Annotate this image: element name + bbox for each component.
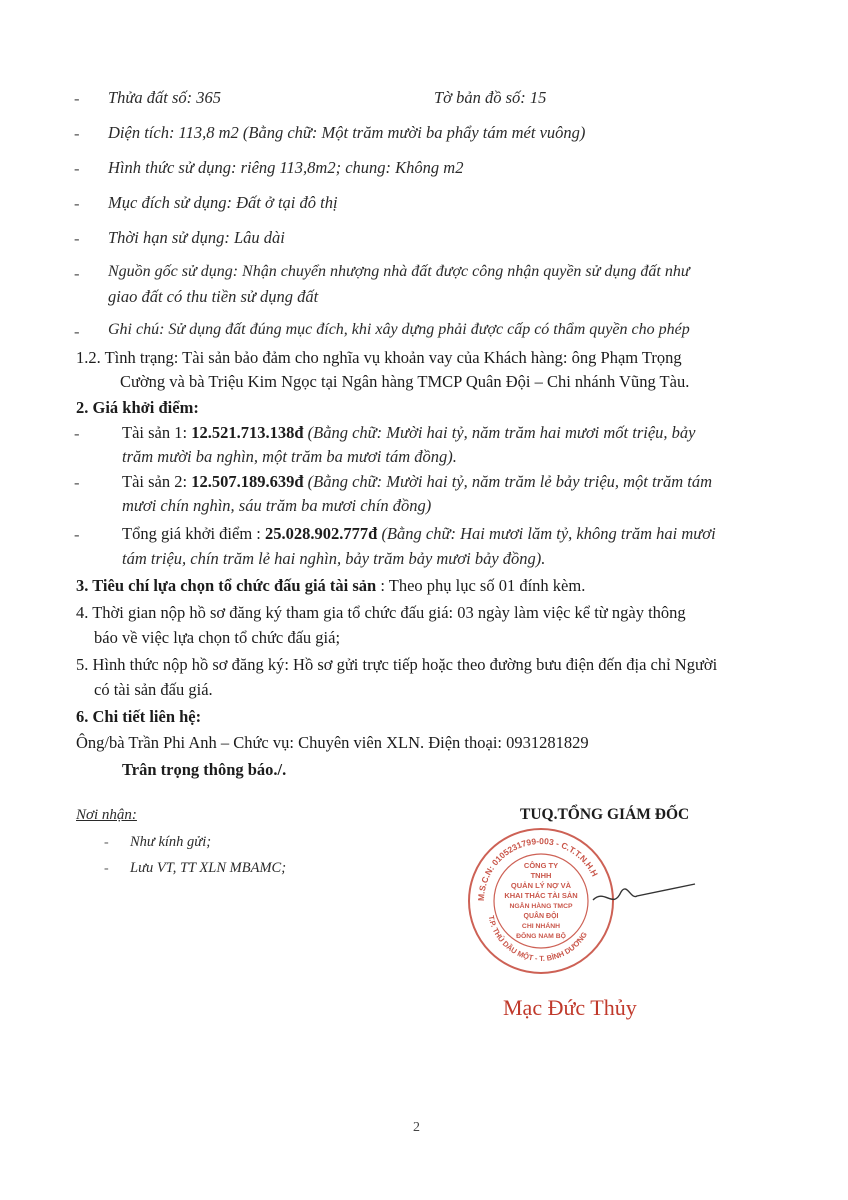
usage-form: Hình thức sử dụng: riêng 113,8m2; chung: Không m2 — [108, 158, 464, 177]
asset2-words: (Bằng chữ: Mười hai tỷ, năm trăm lẻ bảy triệu, một trăm tám — [303, 472, 713, 491]
contact-line: Ông/bà Trần Phi Anh – Chức vụ: Chuyên viên XLN. Điện thoại: 0931281829 — [76, 733, 589, 752]
closing-text: Trân trọng thông báo./. — [122, 760, 287, 779]
bullet-dash: - — [104, 835, 109, 850]
bullet-dash: - — [74, 264, 80, 283]
deadline-line1: 4. Thời gian nộp hồ sơ đăng ký tham gia tổ chức đấu giá: 03 ngày làm việc kể từ ngày thông — [76, 603, 686, 622]
asset2-label: Tài sản 2: — [122, 472, 192, 491]
submission-line1: 5. Hình thức nộp hồ sơ đăng ký: Hồ sơ gửi trực tiếp hoặc theo đường bưu điện đến địa chỉ Người — [76, 655, 718, 674]
stamp-center-line: CHI NHÁNH — [521, 923, 561, 930]
parcel-number: Thửa đất số: 365 — [108, 88, 222, 107]
criteria-value: : Theo phụ lục số 01 đính kèm. — [376, 576, 586, 595]
bullet-dash: - — [104, 861, 109, 876]
stamp-center-line: QUẢN LÝ NỢ VÀ — [510, 881, 572, 890]
bullet-dash: - — [74, 229, 80, 248]
usage-term: Thời hạn sử dụng: Lâu dài — [108, 228, 285, 247]
stamp-center-line: TNHH — [530, 871, 552, 880]
asset1-words-line2: trăm mười ba nghìn, một trăm ba mươi tám đồng). — [122, 447, 457, 466]
usage-purpose: Mục đích sử dụng: Đất ở tại đô thị — [108, 193, 338, 212]
stamp-center-line: CÔNG TY — [523, 861, 559, 870]
recipient-item: Như kính gửi; — [130, 834, 212, 850]
contact-heading: 6. Chi tiết liên hệ: — [76, 707, 202, 726]
bullet-dash: - — [74, 473, 80, 492]
deadline-line2: báo về việc lựa chọn tổ chức đấu giá; — [94, 628, 341, 647]
stamp-center-line: NGÂN HÀNG TMCP — [509, 903, 573, 910]
stamp-ring-text: M.S.C.N: 0105231799-003 - C.T.T.N.H.H — [475, 835, 600, 902]
usage-origin-line2: giao đất có thu tiền sử dụng đất — [108, 287, 319, 306]
criteria-line — [76, 576, 585, 596]
asset1-value: 12.521.713.138đ — [191, 423, 304, 442]
recipients-heading: Nơi nhận: — [76, 807, 137, 823]
asset2-value: 12.507.189.639đ — [191, 472, 304, 491]
asset2-line1 — [122, 472, 712, 492]
asset1-words: (Bằng chữ: Mười hai tỷ, năm trăm hai mươi mốt triệu, bảy — [303, 423, 696, 442]
page-number: 2 — [413, 1120, 420, 1135]
bullet-dash: - — [74, 124, 80, 143]
starting-price-heading: 2. Giá khởi điểm: — [76, 398, 199, 417]
stamp-center-line: KHAI THÁC TÀI SẢN — [504, 891, 578, 900]
stamp-center-line: QUÂN ĐỘI — [523, 913, 559, 920]
bullet-dash: - — [74, 89, 80, 108]
bullet-dash: - — [74, 194, 80, 213]
total-label: Tổng giá khởi điểm : — [122, 524, 265, 543]
bullet-dash: - — [74, 322, 80, 341]
stamp-ring-bottom: T.P. THỦ DẦU MỘT - T. BÌNH DƯƠNG — [486, 914, 589, 964]
status-line1: 1.2. Tình trạng: Tài sản bảo đảm cho nghĩa vụ khoản vay của Khách hàng: ông Phạm Trọng — [76, 348, 682, 367]
total-words-line2: tám triệu, chín trăm lẻ hai nghìn, bảy trăm bảy mươi bảy đồng). — [122, 549, 546, 568]
land-area: Diện tích: 113,8 m2 (Bằng chữ: Một trăm mười ba phẩy tám mét vuông) — [108, 123, 586, 142]
recipient-item: Lưu VT, TT XLN MBAMC; — [130, 860, 287, 876]
usage-origin-line1: Nguồn gốc sử dụng: Nhận chuyển nhượng nhà đất được công nhận quyền sử dụng đất như — [108, 263, 690, 280]
land-note: Ghi chú: Sử dụng đất đúng mục đích, khi xây dựng phải được cấp có thẩm quyền cho phép — [108, 321, 690, 338]
stamp-center-line: ĐÔNG NAM BỘ — [516, 933, 566, 940]
bullet-dash: - — [74, 159, 80, 178]
status-line2: Cường và bà Triệu Kim Ngọc tại Ngân hàng TMCP Quân Đội – Chi nhánh Vũng Tàu. — [120, 372, 690, 391]
bullet-dash: - — [74, 525, 80, 544]
asset2-words-line2: mươi chín nghìn, sáu trăm ba mươi chín đồng) — [122, 496, 432, 515]
total-line1 — [122, 524, 716, 544]
criteria-label: 3. Tiêu chí lựa chọn tổ chức đấu giá tài sản — [76, 576, 377, 595]
map-sheet-number: Tờ bản đồ số: 15 — [434, 88, 547, 107]
total-words: (Bằng chữ: Hai mươi lăm tỷ, không trăm hai mươi — [377, 524, 716, 543]
submission-line2: có tài sản đấu giá. — [94, 680, 213, 699]
handwritten-signature — [585, 870, 705, 920]
signer-name: Mạc Đức Thủy — [503, 995, 637, 1020]
signature-title: TUQ.TỔNG GIÁM ĐỐC — [520, 806, 690, 823]
asset1-line1 — [122, 423, 696, 443]
bullet-dash: - — [74, 424, 80, 443]
asset1-label: Tài sản 1: — [122, 423, 192, 442]
total-value: 25.028.902.777đ — [265, 524, 378, 543]
